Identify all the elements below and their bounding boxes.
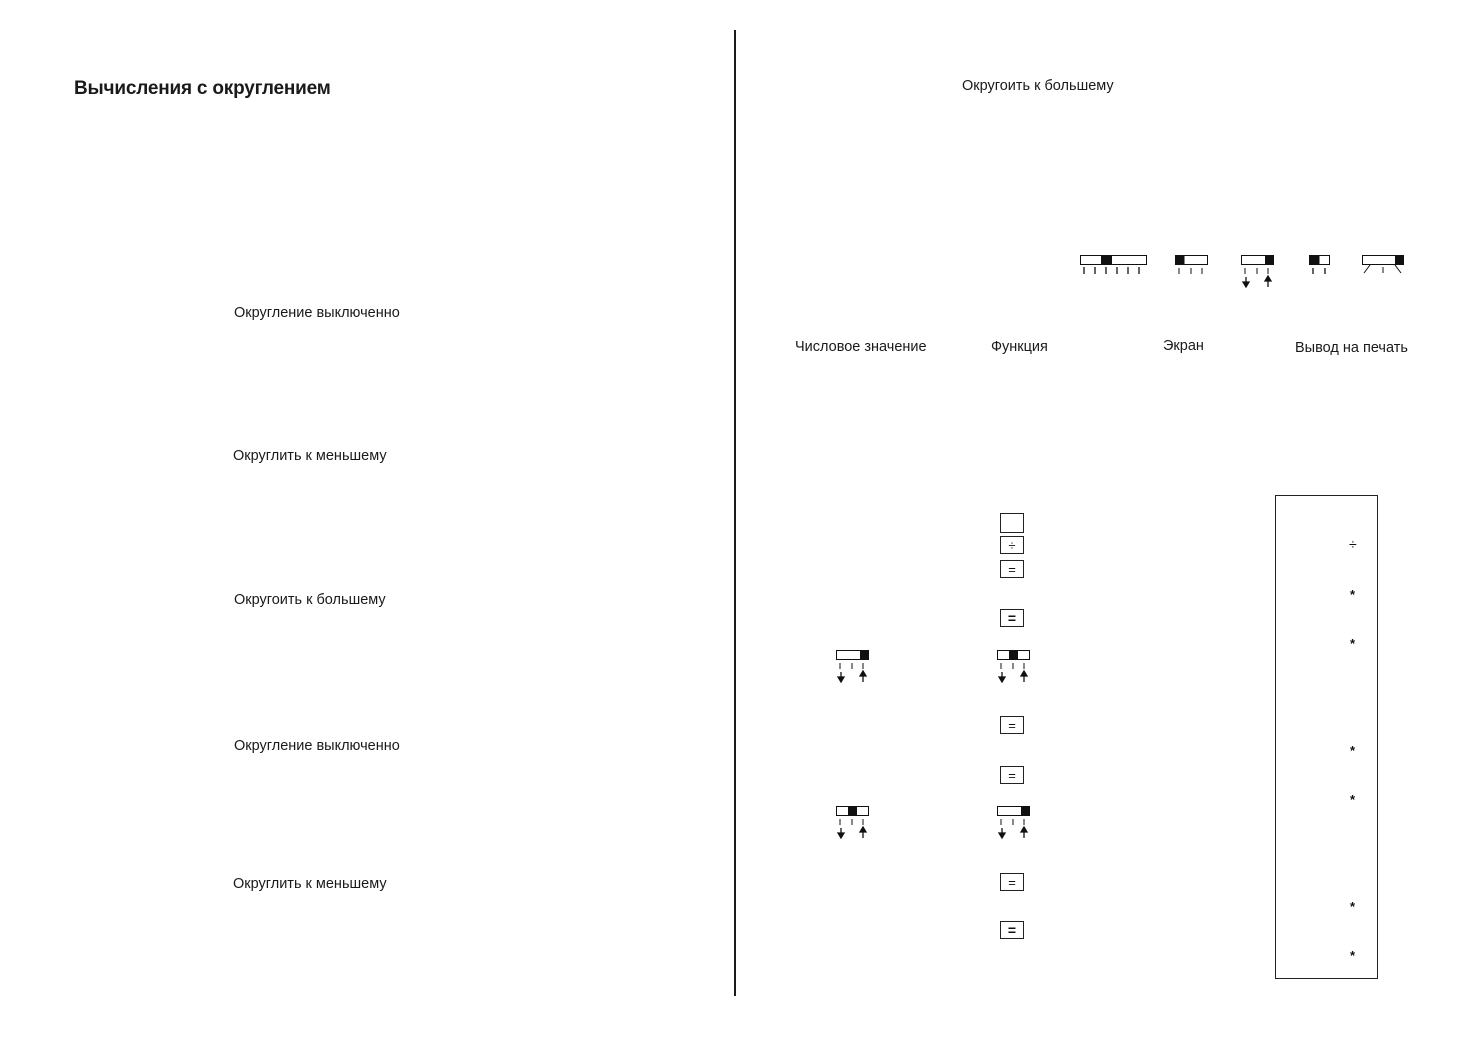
- section-label-rounding-off-2: Округление выключенно: [234, 738, 400, 754]
- print-switch-icon: [1309, 255, 1331, 277]
- tape-symbol: *: [1350, 636, 1356, 651]
- rounding-switch-up-icon: [1241, 255, 1275, 289]
- divide-key: ÷: [1000, 536, 1024, 554]
- printout-tape: [1275, 495, 1378, 979]
- tape-symbol: *: [1350, 743, 1356, 758]
- tape-symbol: *: [1350, 948, 1356, 963]
- rounding-switch-off-icon: [997, 650, 1031, 684]
- paper-feed-switch-icon: [1362, 255, 1406, 277]
- rounding-switch-up-icon: [836, 650, 870, 684]
- equals-key: =: [1000, 560, 1024, 578]
- tape-symbol: *: [1350, 587, 1356, 602]
- right-heading: Округоить к большему: [962, 78, 1114, 94]
- equals-key: =: [1000, 716, 1024, 734]
- equals-key: =: [1000, 873, 1024, 891]
- equals-key: =: [1000, 766, 1024, 784]
- section-label-round-down-2: Округлить к меньшему: [233, 876, 387, 892]
- tape-symbol: ÷: [1349, 536, 1357, 552]
- col-header-print: Вывод на печать: [1295, 340, 1408, 356]
- page-title: Вычисления с округлением: [74, 78, 331, 99]
- mode-switch-icon: [1175, 255, 1209, 277]
- rounding-switch-off-icon: [836, 806, 870, 840]
- tape-symbol: *: [1350, 899, 1356, 914]
- page-divider: [734, 30, 736, 996]
- rounding-switch-up-icon: [997, 806, 1031, 840]
- blank-key: [1000, 513, 1024, 533]
- equals-key: =: [1000, 609, 1024, 627]
- equals-key: =: [1000, 921, 1024, 939]
- decimal-switch-icon: [1080, 255, 1148, 277]
- col-header-function: Функция: [991, 339, 1048, 355]
- col-header-number: Числовое значение: [795, 339, 927, 355]
- section-label-rounding-off: Округление выключенно: [234, 305, 400, 321]
- section-label-round-down: Округлить к меньшему: [233, 448, 387, 464]
- tape-symbol: *: [1350, 792, 1356, 807]
- section-label-round-up: Округоить к большему: [234, 592, 386, 608]
- col-header-display: Экран: [1163, 338, 1204, 354]
